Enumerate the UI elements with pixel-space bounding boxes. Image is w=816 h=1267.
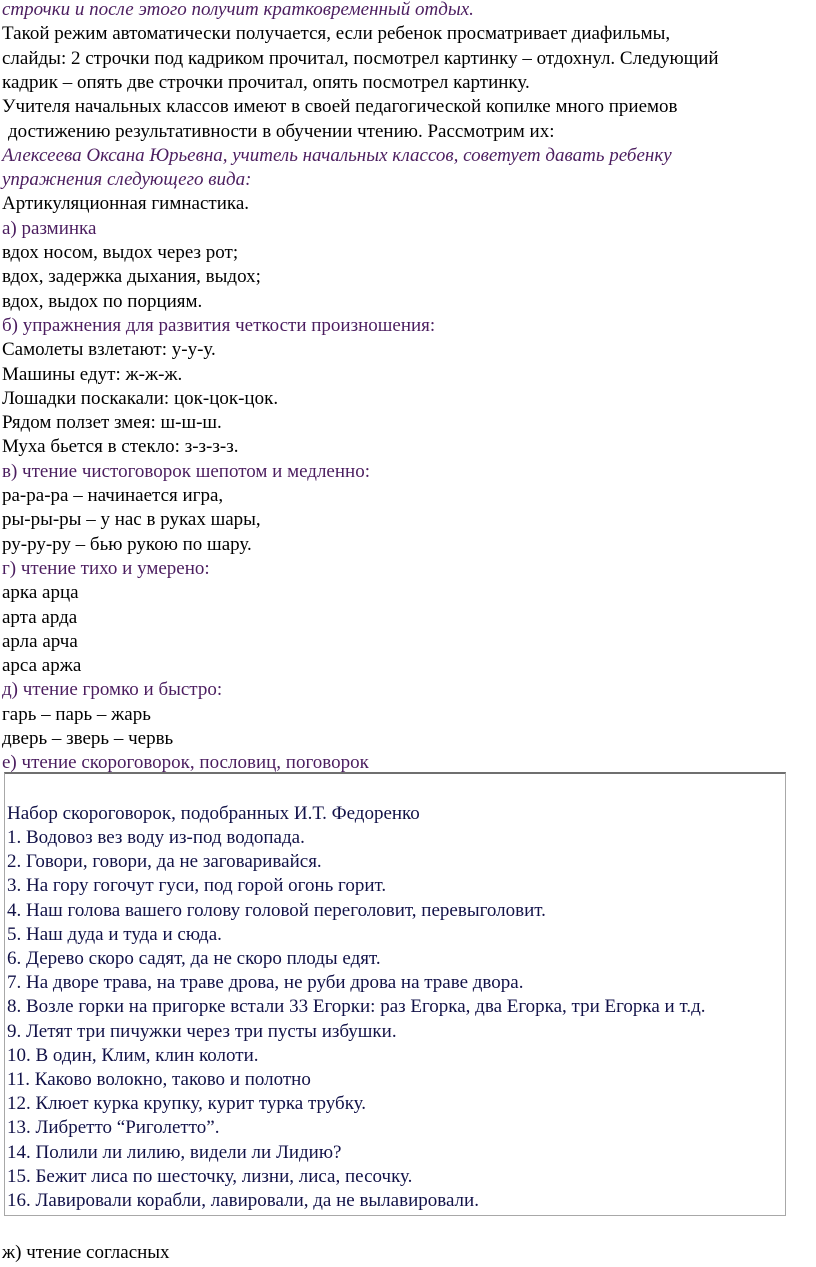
text-line: арла арча bbox=[2, 630, 78, 652]
tongue-twister-item: 4. Наш голова вашего голову головой переголовит, перевыголовит. bbox=[7, 899, 546, 921]
tongue-twister-item: 15. Бежит лиса по шесточку, лизни, лиса, песочку. bbox=[7, 1165, 413, 1187]
text-line: Алексеева Оксана Юрьевна, учитель начальных классов, советует давать ребенку bbox=[2, 144, 672, 166]
tongue-twister-item: 5. Наш дуда и туда и сюда. bbox=[7, 923, 222, 945]
text-line: Учителя начальных классов имеют в своей педагогической копилке много приемов bbox=[2, 96, 678, 118]
text-line: Рядом ползет змея: ш-ш-ш. bbox=[2, 412, 222, 434]
tongue-twister-item: 6. Дерево скоро садят, да не скоро плоды едят. bbox=[7, 948, 381, 969]
section-heading-consonants: ж) чтение согласных bbox=[2, 1242, 170, 1263]
text-line: Такой режим автоматически получается, если ребенок просматривает диафильмы, bbox=[2, 23, 671, 45]
text-line: Муха бьется в стекло: з-з-з-з. bbox=[2, 436, 239, 458]
text-line: Лошадки поскакали: цок-цок-цок. bbox=[2, 387, 279, 409]
text-line: в) чтение чистоговорок шепотом и медленно: bbox=[2, 460, 370, 482]
text-line: арса аржа bbox=[2, 655, 82, 677]
tongue-twister-item: 12. Клюет курка крупку, курит турка трубку. bbox=[7, 1093, 367, 1115]
tongue-twister-item: 10. В один, Клим, клин колоти. bbox=[7, 1044, 259, 1066]
text-line: вдох, задержка дыхания, выдох; bbox=[2, 266, 261, 288]
text-line: д) чтение громко и быстро: bbox=[2, 679, 223, 701]
tongue-twister-item: 16. Лавировали корабли, лавировали, да не вылавировали. bbox=[7, 1190, 479, 1211]
tongue-twister-box bbox=[4, 772, 786, 1216]
text-line: г) чтение тихо и умерено: bbox=[2, 557, 210, 579]
tongue-twister-item: 2. Говори, говори, да не заговаривайся. bbox=[7, 851, 322, 873]
tongue-twister-item: 3. На гору гогочут гуси, под горой огонь горит. bbox=[7, 875, 387, 897]
text-line: дверь – зверь – червь bbox=[2, 728, 174, 749]
text-line: Артикуляционная гимнастика. bbox=[2, 193, 249, 215]
tongue-twister-item: 8. Возле горки на пригорке встали 33 Егорки: раз Егорка, два Егорка, три Егорка и т.д. bbox=[7, 996, 706, 1018]
text-line: вдох носом, выдох через рот; bbox=[2, 242, 239, 263]
text-line: ра-ра-ра – начинается игра, bbox=[2, 485, 224, 506]
tongue-twister-item: 14. Полили ли лилию, видели ли Лидию? bbox=[7, 1141, 342, 1163]
text-line: арка арца bbox=[2, 582, 79, 604]
text-line: е) чтение скороговорок, пословиц, поговорок bbox=[2, 752, 369, 774]
text-line: вдох, выдох по порциям. bbox=[2, 290, 203, 312]
text-line: строчки и после этого получит кратковременный отдых. bbox=[2, 0, 474, 20]
tongue-twister-item: 13. Либретто “Риголетто”. bbox=[7, 1117, 220, 1139]
text-line: гарь – парь – жарь bbox=[2, 703, 151, 725]
text-line: слайды: 2 строчки под кадриком прочитал, посмотрел картинку – отдохнул. Следующий bbox=[2, 47, 719, 69]
text-line: б) упражнения для развития четкости произношения: bbox=[2, 314, 436, 336]
text-line: а) разминка bbox=[2, 217, 97, 239]
text-line: ру-ру-ру – бью рукою по шару. bbox=[2, 533, 252, 555]
text-line: Машины едут: ж-ж-ж. bbox=[2, 363, 183, 385]
text-line: достижению результативности в обучении чтению. Рассмотрим их: bbox=[8, 120, 555, 142]
tongue-twister-item: 1. Водовоз вез воду из-под водопада. bbox=[7, 827, 305, 848]
tongue-twister-item: 7. На дворе трава, на траве дрова, не руби дрова на траве двора. bbox=[7, 972, 524, 994]
text-line: кадрик – опять две строчки прочитал, опять посмотрел картинку. bbox=[2, 71, 530, 93]
text-line: ры-ры-ры – у нас в руках шары, bbox=[2, 509, 261, 531]
text-line: упражнения следующего вида: bbox=[2, 169, 252, 191]
tongue-twister-title: Набор скороговорок, подобранных И.Т. Федоренко bbox=[7, 803, 420, 824]
text-line: арта арда bbox=[2, 606, 78, 628]
text-line: Самолеты взлетают: у-у-у. bbox=[2, 339, 216, 361]
tongue-twister-item: 9. Летят три пичужки через три пусты избушки. bbox=[7, 1020, 397, 1042]
tongue-twister-item: 11. Каково волокно, таково и полотно bbox=[7, 1069, 311, 1090]
